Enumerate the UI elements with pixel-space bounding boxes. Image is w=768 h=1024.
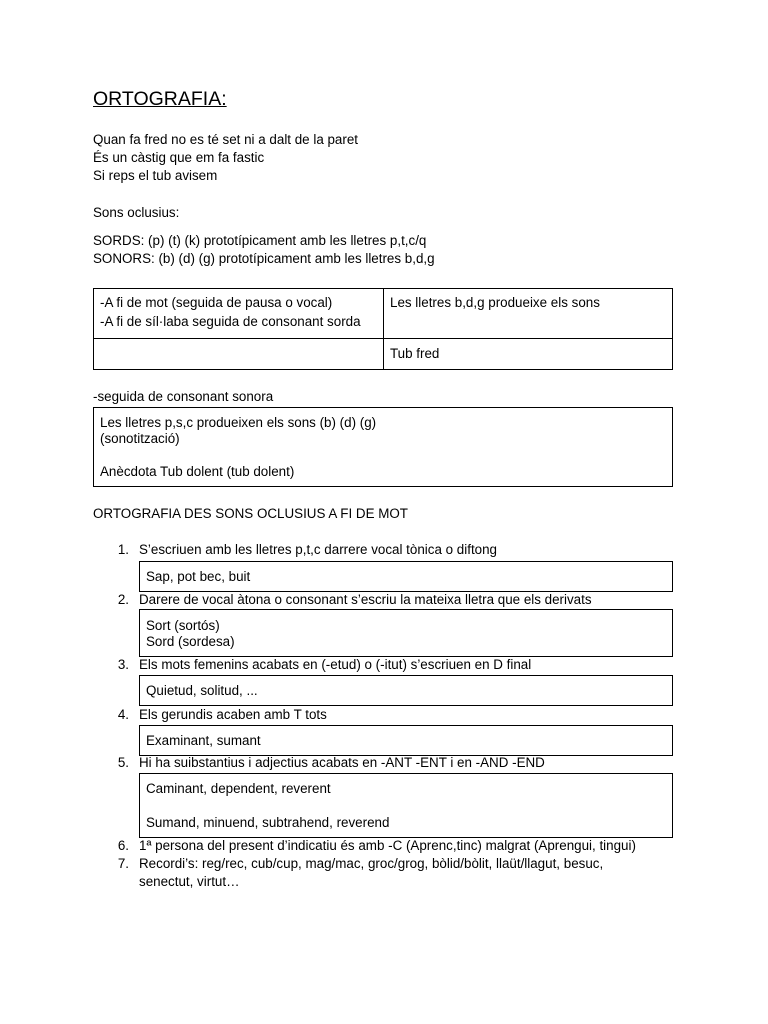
rule-2-text: Darere de vocal àtona o consonant s’escriu la mateixa lletra que els derivats: [139, 592, 592, 607]
rule-7-number: 7.: [117, 856, 129, 871]
box-2-line-2: (sonotització): [100, 431, 180, 446]
rule-3-number: 3.: [117, 657, 129, 672]
rule-5-example-line-1: Caminant, dependent, reverent: [146, 781, 331, 796]
page-title: ORTOGRAFIA:: [93, 88, 227, 110]
rule-5-text: Hi ha suibstantius i adjectius acabats en -ANT -ENT i en -AND -END: [139, 755, 545, 770]
intro-line-3: Si reps el tub avisem: [93, 168, 218, 183]
table-1-cell-r2c2: Tub fred: [390, 346, 440, 361]
sonors-line: SONORS: (b) (d) (g) prototípicament amb les lletres b,d,g: [93, 251, 435, 266]
table-1-row-divider: [94, 338, 672, 339]
table-1-cell-r1c1-line1: -A fi de mot (seguida de pausa o vocal): [100, 295, 333, 310]
rule-4-text: Els gerundis acaben amb T tots: [139, 707, 327, 722]
rule-1-example-box: [139, 561, 673, 592]
rule-7-text: Recordi’s: reg/rec, cub/cup, mag/mac, groc/grog, bòlid/bòlit, llaüt/llagut, besuc,: [139, 856, 604, 871]
rule-1-text: S’escriuen amb les lletres p,t,c darrere vocal tònica o diftong: [139, 542, 498, 557]
rule-7-text-continued: senectut, virtut…: [139, 874, 240, 889]
sons-label: Sons oclusius:: [93, 205, 180, 220]
rule-3-example-box: [139, 675, 673, 706]
table-1: [93, 288, 673, 370]
table-1-cell-r1c1-line2: -A fi de síl·laba seguida de consonant sorda: [100, 314, 361, 329]
rule-1-number: 1.: [117, 542, 129, 557]
rule-6-text: 1ª persona del present d’indicatiu és amb -C (Aprenc,tinc) malgrat (Aprengui, tingui): [139, 838, 636, 853]
rule-4-number: 4.: [117, 707, 129, 722]
rule-2-example-box: [139, 609, 673, 657]
table-1-column-divider: [383, 289, 384, 369]
rule-2-example-line-1: Sort (sortós): [146, 618, 220, 633]
rule-2-number: 2.: [117, 592, 129, 607]
rule-6-number: 6.: [117, 838, 129, 853]
rule-3-text: Els mots femenins acabats en (-etud) o (-itut) s’escriuen en D final: [139, 657, 532, 672]
table-1-cell-r1c2: Les lletres b,d,g produeixe els sons: [390, 295, 600, 310]
sords-line: SORDS: (p) (t) (k) prototípicament amb les lletres p,t,c/q: [93, 233, 427, 248]
rule-4-example-box: [139, 725, 673, 756]
rule-4-example-line-1: Examinant, sumant: [146, 733, 261, 748]
rule-5-example-box: [139, 773, 673, 838]
seguida-label: -seguida de consonant sonora: [93, 389, 274, 404]
box-2-line-3: Anècdota Tub dolent (tub dolent): [100, 464, 295, 479]
sonoritzacio-box: [93, 407, 673, 487]
intro-line-2: És un càstig que em fa fastic: [93, 150, 265, 165]
rule-5-number: 5.: [117, 755, 129, 770]
section-2-title: ORTOGRAFIA DES SONS OCLUSIUS A FI DE MOT: [93, 506, 408, 521]
rule-2-example-line-2: Sord (sordesa): [146, 634, 235, 649]
rule-3-example-line-1: Quietud, solitud, ...: [146, 683, 258, 698]
box-2-line-1: Les lletres p,s,c produeixen els sons (b) (d) (g): [100, 415, 377, 430]
rule-1-example-line-1: Sap, pot bec, buit: [146, 569, 251, 584]
intro-line-1: Quan fa fred no es té set ni a dalt de la paret: [93, 132, 359, 147]
rule-5-example-line-2: Sumand, minuend, subtrahend, reverend: [146, 815, 390, 830]
